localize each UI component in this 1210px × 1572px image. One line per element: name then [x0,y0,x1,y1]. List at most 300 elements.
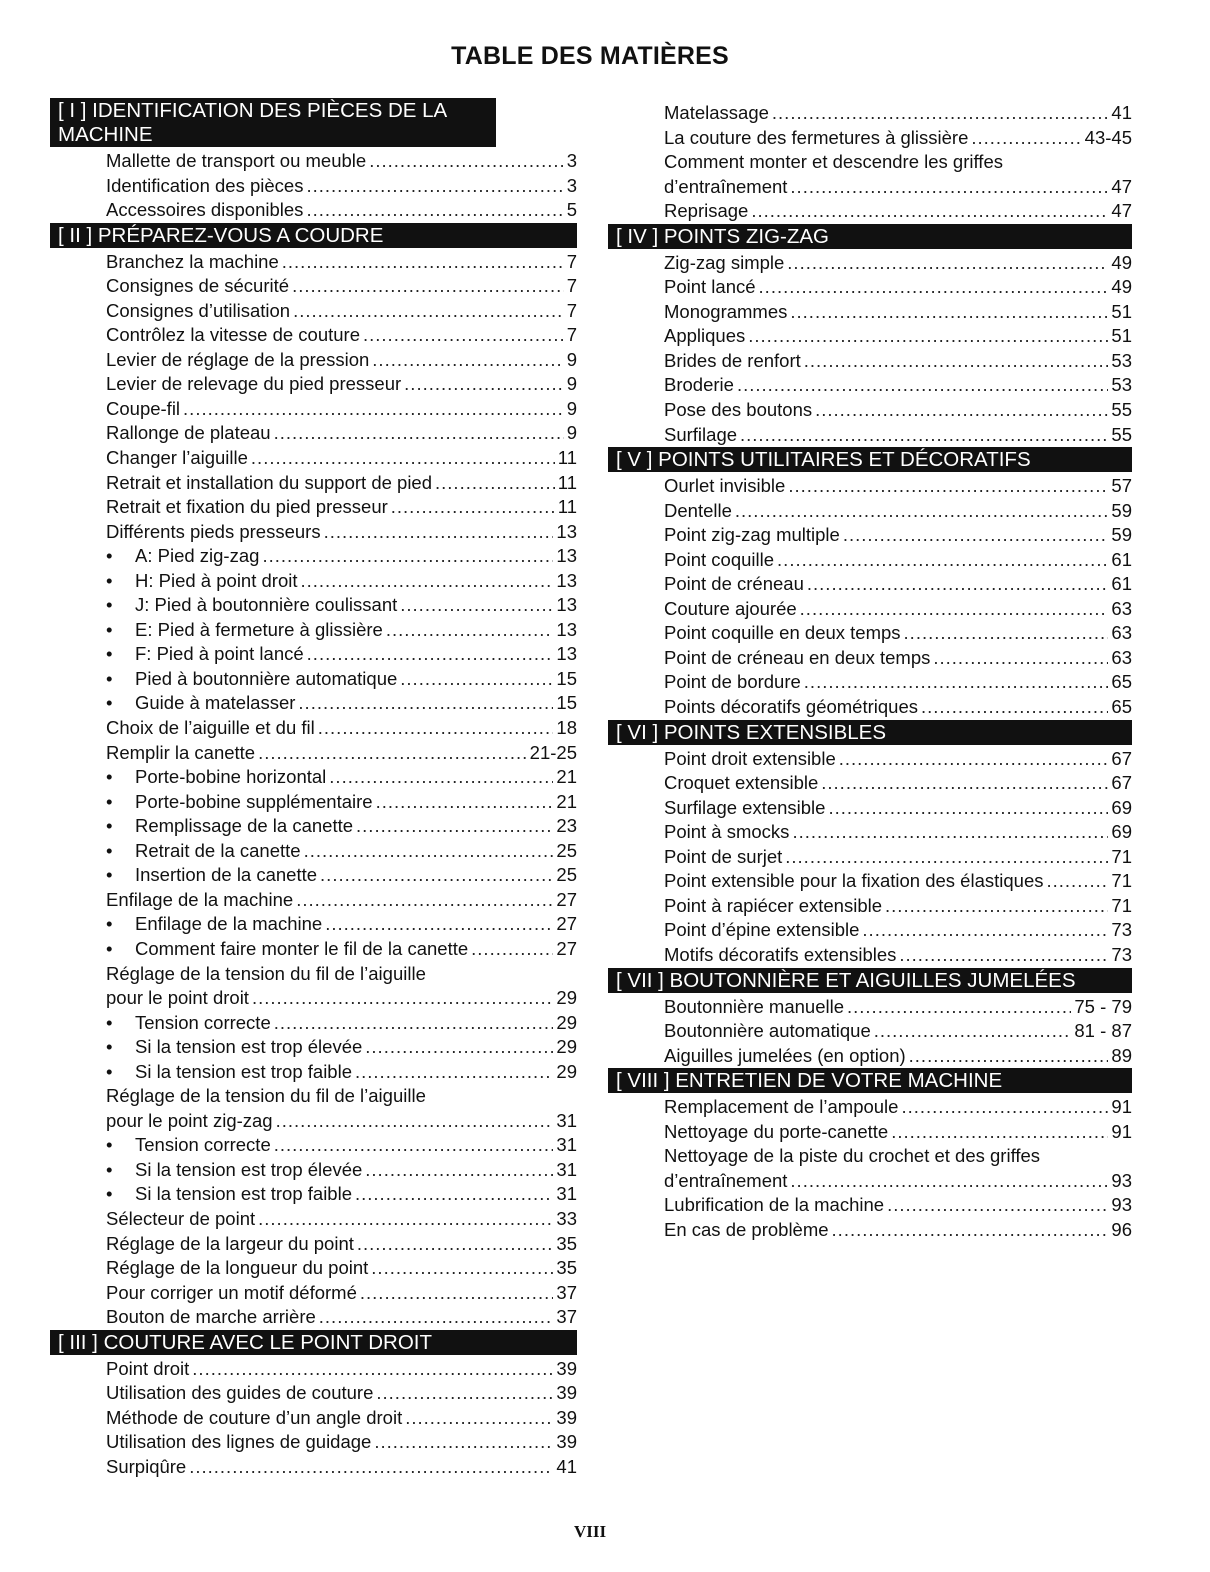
toc-entry [664,597,1132,622]
toc-entry-label: Point d’épine extensible [664,919,860,941]
toc-entry-label: Matelassage [664,102,769,123]
dot-leader [365,1035,553,1060]
dot-leader [276,1109,554,1134]
toc-entry-page: 13 [556,520,577,542]
toc-entry [106,1158,577,1183]
toc-entry-page: 75 - 79 [1074,995,1132,1017]
toc-entry-page: 89 [1111,1044,1132,1066]
toc-entry-page: 65 [1111,671,1132,693]
toc-entry-page: 11 [557,447,577,469]
dot-leader [307,642,554,667]
toc-entry-label: Motifs décoratifs extensibles [664,943,897,965]
section-heading: [ I ] IDENTIFICATION DES PIÈCES DE LA MACHINE [50,98,496,147]
toc-section [608,447,1132,719]
toc-entry-page: 27 [556,937,577,959]
dot-leader [298,691,553,716]
toc-entry [664,1169,1132,1194]
toc-entry-page: 61 [1111,548,1132,570]
toc-entry-page: 35 [556,1232,577,1254]
dot-leader [189,1455,553,1480]
toc-entry-list [50,1357,577,1480]
toc-entry-list [50,149,577,223]
dot-leader [292,274,564,299]
dot-leader [274,1133,554,1158]
dot-leader [329,765,553,790]
toc-entry-label: Porte-bobine horizontal [135,766,327,788]
toc-entry [106,1232,577,1257]
dot-leader [821,771,1108,796]
dot-leader [839,747,1109,772]
toc-entry-label: Boutonnière automatique [664,1020,871,1042]
toc-entry-label: Point de créneau [664,573,804,595]
toc-entry-label: A: Pied zig-zag [135,545,260,567]
dot-leader [282,250,564,275]
toc-entry-label: Enfilage de la machine [135,913,323,935]
toc-entry [664,175,1132,200]
toc-entry [106,372,577,397]
toc-entry [664,1095,1132,1120]
toc-entry-label: Remplissage de la canette [135,815,354,837]
toc-entry-page: 15 [556,692,577,714]
toc-entry [106,642,577,667]
toc-entry [664,572,1132,597]
bullet-icon: • [106,1036,113,1058]
bullet-icon: • [106,937,113,959]
toc-entry-label: Couture ajourée [664,597,797,619]
toc-entry [664,1193,1132,1218]
dot-leader [792,820,1108,845]
toc-entry-page: 67 [1111,772,1132,794]
toc-entry-label: Pour corriger un motif déformé [106,1281,357,1303]
toc-entry [106,1035,577,1060]
toc-entry [106,765,577,790]
toc-entry-label: Point coquille en deux temps [664,622,901,644]
toc-entry [106,839,577,864]
toc-entry-page: 11 [557,471,577,493]
toc-entry-label: Point à smocks [664,821,790,843]
toc-entry-list [608,474,1132,719]
toc-entry-label: Rallonge de plateau [106,422,271,444]
dot-leader [901,1095,1108,1120]
toc-entry-page: 7 [566,250,577,272]
toc-entry [664,796,1132,821]
toc-entry [664,548,1132,573]
toc-entry [664,747,1132,772]
toc-entry [106,814,577,839]
toc-section [50,1330,577,1480]
toc-entry-label: d’entraînement [664,1169,788,1191]
toc-entry-label: Zig-zag simple [664,251,785,273]
dot-leader [790,300,1108,325]
bullet-icon: • [106,618,113,640]
toc-entry-page: 93 [1111,1194,1132,1216]
dot-leader [296,888,553,913]
dot-leader [405,1406,553,1431]
bullet-icon: • [106,790,113,812]
dot-leader [777,548,1108,573]
toc-entry-label: Changer l’aiguille [106,447,248,469]
toc-entry-label: Réglage de la largeur du point [106,1232,354,1254]
toc-entry-label: Appliques [664,325,746,347]
toc-entry-page: 31 [556,1183,577,1205]
dot-leader [391,495,555,520]
dot-leader [371,1256,553,1281]
dot-leader [885,894,1108,919]
toc-entry-list [608,995,1132,1069]
toc-entry-page: 39 [556,1382,577,1404]
bullet-icon: • [106,1158,113,1180]
toc-entry-page: 65 [1111,696,1132,718]
toc-entry-page: 3 [566,174,577,196]
toc-entry [664,771,1132,796]
toc-entry [664,523,1132,548]
toc-entry-page: 71 [1111,894,1132,916]
dot-leader [369,149,564,174]
toc-entry-page: 7 [566,275,577,297]
toc-entry-label: Différents pieds presseurs [106,520,321,542]
toc-entry [106,1084,577,1109]
toc-entry [106,348,577,373]
toc-entry [106,1207,577,1232]
toc-entry [106,495,577,520]
toc-entry-page: 69 [1111,821,1132,843]
toc-entry [106,198,577,223]
toc-entry-label: Insertion de la canette [135,864,318,886]
toc-entry-label: Choix de l’aiguille et du fil [106,717,315,739]
toc-entry-label: Coupe-fil [106,397,181,419]
toc-entry-label: H: Pied à point droit [135,569,298,591]
toc-entry-page: 37 [556,1306,577,1328]
toc-entry-label: Pose des boutons [664,399,813,421]
toc-entry-page: 13 [556,594,577,616]
toc-entry [664,995,1132,1020]
toc-entry-label: Nettoyage du porte-canette [664,1120,889,1142]
toc-entry-page: 25 [556,839,577,861]
toc-entry-label: Broderie [664,374,734,396]
bullet-icon: • [106,1011,113,1033]
toc-entry-page: 31 [556,1158,577,1180]
toc-entry-label: Identification des pièces [106,174,304,196]
toc-section [608,101,1132,224]
toc-entry-page: 39 [556,1406,577,1428]
toc-entry-page: 63 [1111,597,1132,619]
toc-entry-label: Si la tension est trop faible [135,1183,352,1205]
toc-entry-page: 91 [1111,1096,1132,1118]
toc-entry-page: 29 [556,987,577,1009]
toc-entry [106,863,577,888]
dot-leader [971,126,1081,151]
toc-entry-page: 7 [566,299,577,321]
dot-leader [759,275,1109,300]
dot-leader [400,667,553,692]
toc-entry [106,937,577,962]
toc-entry-page: 7 [566,324,577,346]
toc-entry-page: 13 [556,618,577,640]
toc-entry-label: Point droit extensible [664,747,836,769]
page-title: TABLE DES MATIÈRES [451,42,729,70]
toc-entry [664,869,1132,894]
toc-entry [106,520,577,545]
dot-leader [800,597,1109,622]
toc-section [50,223,577,1330]
dot-leader [258,1207,553,1232]
toc-entry-label: Accessoires disponibles [106,199,304,221]
toc-entry-label: Porte-bobine supplémentaire [135,790,373,812]
bullet-icon: • [106,569,113,591]
toc-entry [664,670,1132,695]
dot-leader [909,1044,1109,1069]
toc-entry [106,471,577,496]
toc-entry-page: 9 [566,422,577,444]
toc-entry-page: 47 [1111,200,1132,222]
dot-leader [376,790,554,815]
dot-leader [318,716,554,741]
toc-entry [106,1357,577,1382]
toc-section [50,98,577,223]
toc-entry [106,149,577,174]
toc-entry [106,174,577,199]
toc-section [608,968,1132,1069]
dot-leader [365,1158,553,1183]
dot-leader [899,943,1108,968]
dot-leader [320,863,553,888]
bullet-icon: • [106,864,113,886]
toc-entry-page: 33 [556,1207,577,1229]
dot-leader [324,520,554,545]
toc-entry-label: Brides de renfort [664,349,801,371]
toc-entry-page: 39 [556,1431,577,1453]
toc-entry [664,894,1132,919]
toc-entry [106,1430,577,1455]
toc-entry-label: F: Pied à point lancé [135,643,304,665]
bullet-icon: • [106,1134,113,1156]
dot-leader [356,814,553,839]
toc-entry-page: 21-25 [529,741,577,763]
dot-leader [192,1357,553,1382]
dot-leader [874,1019,1072,1044]
dot-leader [735,499,1109,524]
toc-entry-page: 29 [556,1011,577,1033]
toc-entry-page: 9 [566,348,577,370]
toc-entry [664,918,1132,943]
dot-leader [306,174,563,199]
toc-entry-label: Levier de relevage du pied presseur [106,373,402,395]
toc-entry-label: En cas de problème [664,1218,829,1240]
toc-entry [106,1381,577,1406]
toc-entry-page: 71 [1111,845,1132,867]
toc-entry-label: Enfilage de la machine [106,888,294,910]
toc-entry [106,1011,577,1036]
toc-entry [106,741,577,766]
toc-entry [664,646,1132,671]
toc-entry-label: Point de créneau en deux temps [664,646,931,668]
toc-entry-label: d’entraînement [664,175,788,197]
toc-entry-page: 5 [566,199,577,221]
dot-leader [832,1218,1109,1243]
dot-leader [274,1011,554,1036]
toc-entry-list [50,250,577,1330]
toc-entry [106,1406,577,1431]
toc-entry-label: Retrait et installation du support de pied [106,471,433,493]
bullet-icon: • [106,594,113,616]
section-heading: [ VII ] BOUTONNIÈRE ET AIGUILLES JUMELÉES [608,968,1132,993]
toc-entry-page: 73 [1111,919,1132,941]
toc-entry-label: Point à rapiécer extensible [664,894,883,916]
toc-entry [106,1305,577,1330]
toc-entry-page: 63 [1111,646,1132,668]
toc-entry-page: 13 [556,569,577,591]
dot-leader [319,1305,554,1330]
toc-entry [106,716,577,741]
dot-leader [355,1182,553,1207]
toc-entry-label: J: Pied à boutonnière coulissant [135,594,398,616]
toc-entry-label: Sélecteur de point [106,1207,256,1229]
toc-entry [106,1133,577,1158]
toc-section [608,1068,1132,1242]
toc-entry-page: 53 [1111,374,1132,396]
toc-entry-label: Consignes d’utilisation [106,299,291,321]
toc-entry-page: 71 [1111,870,1132,892]
dot-leader [843,523,1109,548]
toc-entry-label: Ourlet invisible [664,475,786,497]
toc-entry [106,691,577,716]
toc-entry [106,569,577,594]
toc-entry-page: 29 [556,1060,577,1082]
toc-entry [106,1455,577,1480]
toc-entry-page: 47 [1111,175,1132,197]
toc-entry [664,150,1132,175]
toc-entry-label: La couture des fermetures à glissière [664,126,969,148]
dot-leader [252,986,553,1011]
section-heading: [ IV ] POINTS ZIG-ZAG [608,224,1132,249]
dot-leader [386,618,554,643]
toc-entry-label: Tension correcte [135,1011,271,1033]
dot-leader [862,918,1108,943]
toc-entry-page: 9 [566,397,577,419]
toc-entry-label: Point de bordure [664,671,801,693]
toc-entry-label: Réglage de la longueur du point [106,1257,369,1279]
toc-entry-page: 21 [556,790,577,812]
dot-leader [304,839,554,864]
toc-entry [106,593,577,618]
toc-entry [664,1120,1132,1145]
toc-entry-page: 73 [1111,943,1132,965]
toc-entry [106,323,577,348]
dot-leader [360,1281,554,1306]
dot-leader [376,1381,553,1406]
dot-leader [1047,869,1109,894]
toc-entry-label: Utilisation des lignes de guidage [106,1431,372,1453]
toc-entry-page: 27 [556,888,577,910]
toc-entry [106,421,577,446]
toc-entry [106,544,577,569]
toc-entry [106,446,577,471]
dot-leader [804,349,1109,374]
toc-entry-label: Lubrification de la machine [664,1194,885,1216]
toc-entry-page: 31 [556,1109,577,1131]
toc-entry-label: Point droit [106,1357,190,1379]
toc-entry-label: Point coquille [664,548,775,570]
dot-leader [772,101,1109,126]
toc-entry-label: Aiguilles jumelées (en option) [664,1044,906,1066]
dot-leader [372,348,563,373]
dot-leader [363,323,564,348]
section-heading: [ III ] COUTURE AVEC LE POINT DROIT [50,1330,577,1355]
toc-entry-label: pour le point zig-zag [106,1109,273,1131]
dot-leader [293,299,564,324]
toc-entry-label: Nettoyage de la piste du crochet et des griffes [664,1145,1041,1167]
dot-leader [751,199,1108,224]
toc-entry [664,474,1132,499]
toc-entry-list [608,251,1132,447]
toc-entry-label: Point de surjet [664,845,783,867]
toc-entry-page: 15 [556,667,577,689]
toc-entry-label: Si la tension est trop faible [135,1060,352,1082]
dot-leader [887,1193,1108,1218]
toc-entry [106,962,577,987]
toc-entry-label: Retrait de la canette [135,839,301,861]
bullet-icon: • [106,766,113,788]
toc-entry [664,621,1132,646]
toc-entry-label: Retrait et fixation du pied presseur [106,496,388,518]
toc-entry-label: Point zig-zag multiple [664,524,840,546]
toc-entry-label: Reprisage [664,200,749,222]
toc-entry-page: 53 [1111,349,1132,371]
toc-entry-label: Dentelle [664,499,732,521]
toc-entry-label: Surpiqûre [106,1455,187,1477]
toc-entry-page: 39 [556,1357,577,1379]
toc-right-column [608,101,1132,1242]
toc-entry [106,274,577,299]
toc-entry-label: Boutonnière manuelle [664,995,844,1017]
toc-entry-label: Mallette de transport ou meuble [106,150,367,171]
toc-entry-page: 18 [556,717,577,739]
dot-leader [306,198,563,223]
toc-entry-page: 57 [1111,475,1132,497]
toc-entry-label: Point lancé [664,276,756,298]
toc-entry [664,300,1132,325]
toc-entry-page: 63 [1111,622,1132,644]
toc-entry-label: Si la tension est trop élevée [135,1036,363,1058]
bullet-icon: • [106,913,113,935]
dot-leader [325,912,553,937]
toc-entry-page: 59 [1111,524,1132,546]
dot-leader [374,1430,553,1455]
bullet-icon: • [106,667,113,689]
dot-leader [790,1169,1108,1194]
toc-entry-label: Bouton de marche arrière [106,1306,316,1328]
toc-entry [106,912,577,937]
toc-entry-page: 3 [566,150,577,171]
toc-entry [664,126,1132,151]
toc-section [608,720,1132,968]
dot-leader [828,796,1108,821]
dot-leader [183,397,564,422]
toc-entry [106,986,577,1011]
toc-entry [664,1144,1132,1169]
toc-entry-label: Si la tension est trop élevée [135,1158,363,1180]
toc-entry [106,888,577,913]
toc-entry-page: 43-45 [1084,126,1132,148]
toc-entry-page: 93 [1111,1169,1132,1191]
toc-entry-page: 35 [556,1257,577,1279]
toc-entry-label: Remplacement de l’ampoule [664,1096,899,1118]
toc-entry-label: Tension correcte [135,1134,271,1156]
dot-leader [300,569,553,594]
toc-entry-page: 23 [556,815,577,837]
toc-entry [664,324,1132,349]
toc-entry-page: 91 [1111,1120,1132,1142]
